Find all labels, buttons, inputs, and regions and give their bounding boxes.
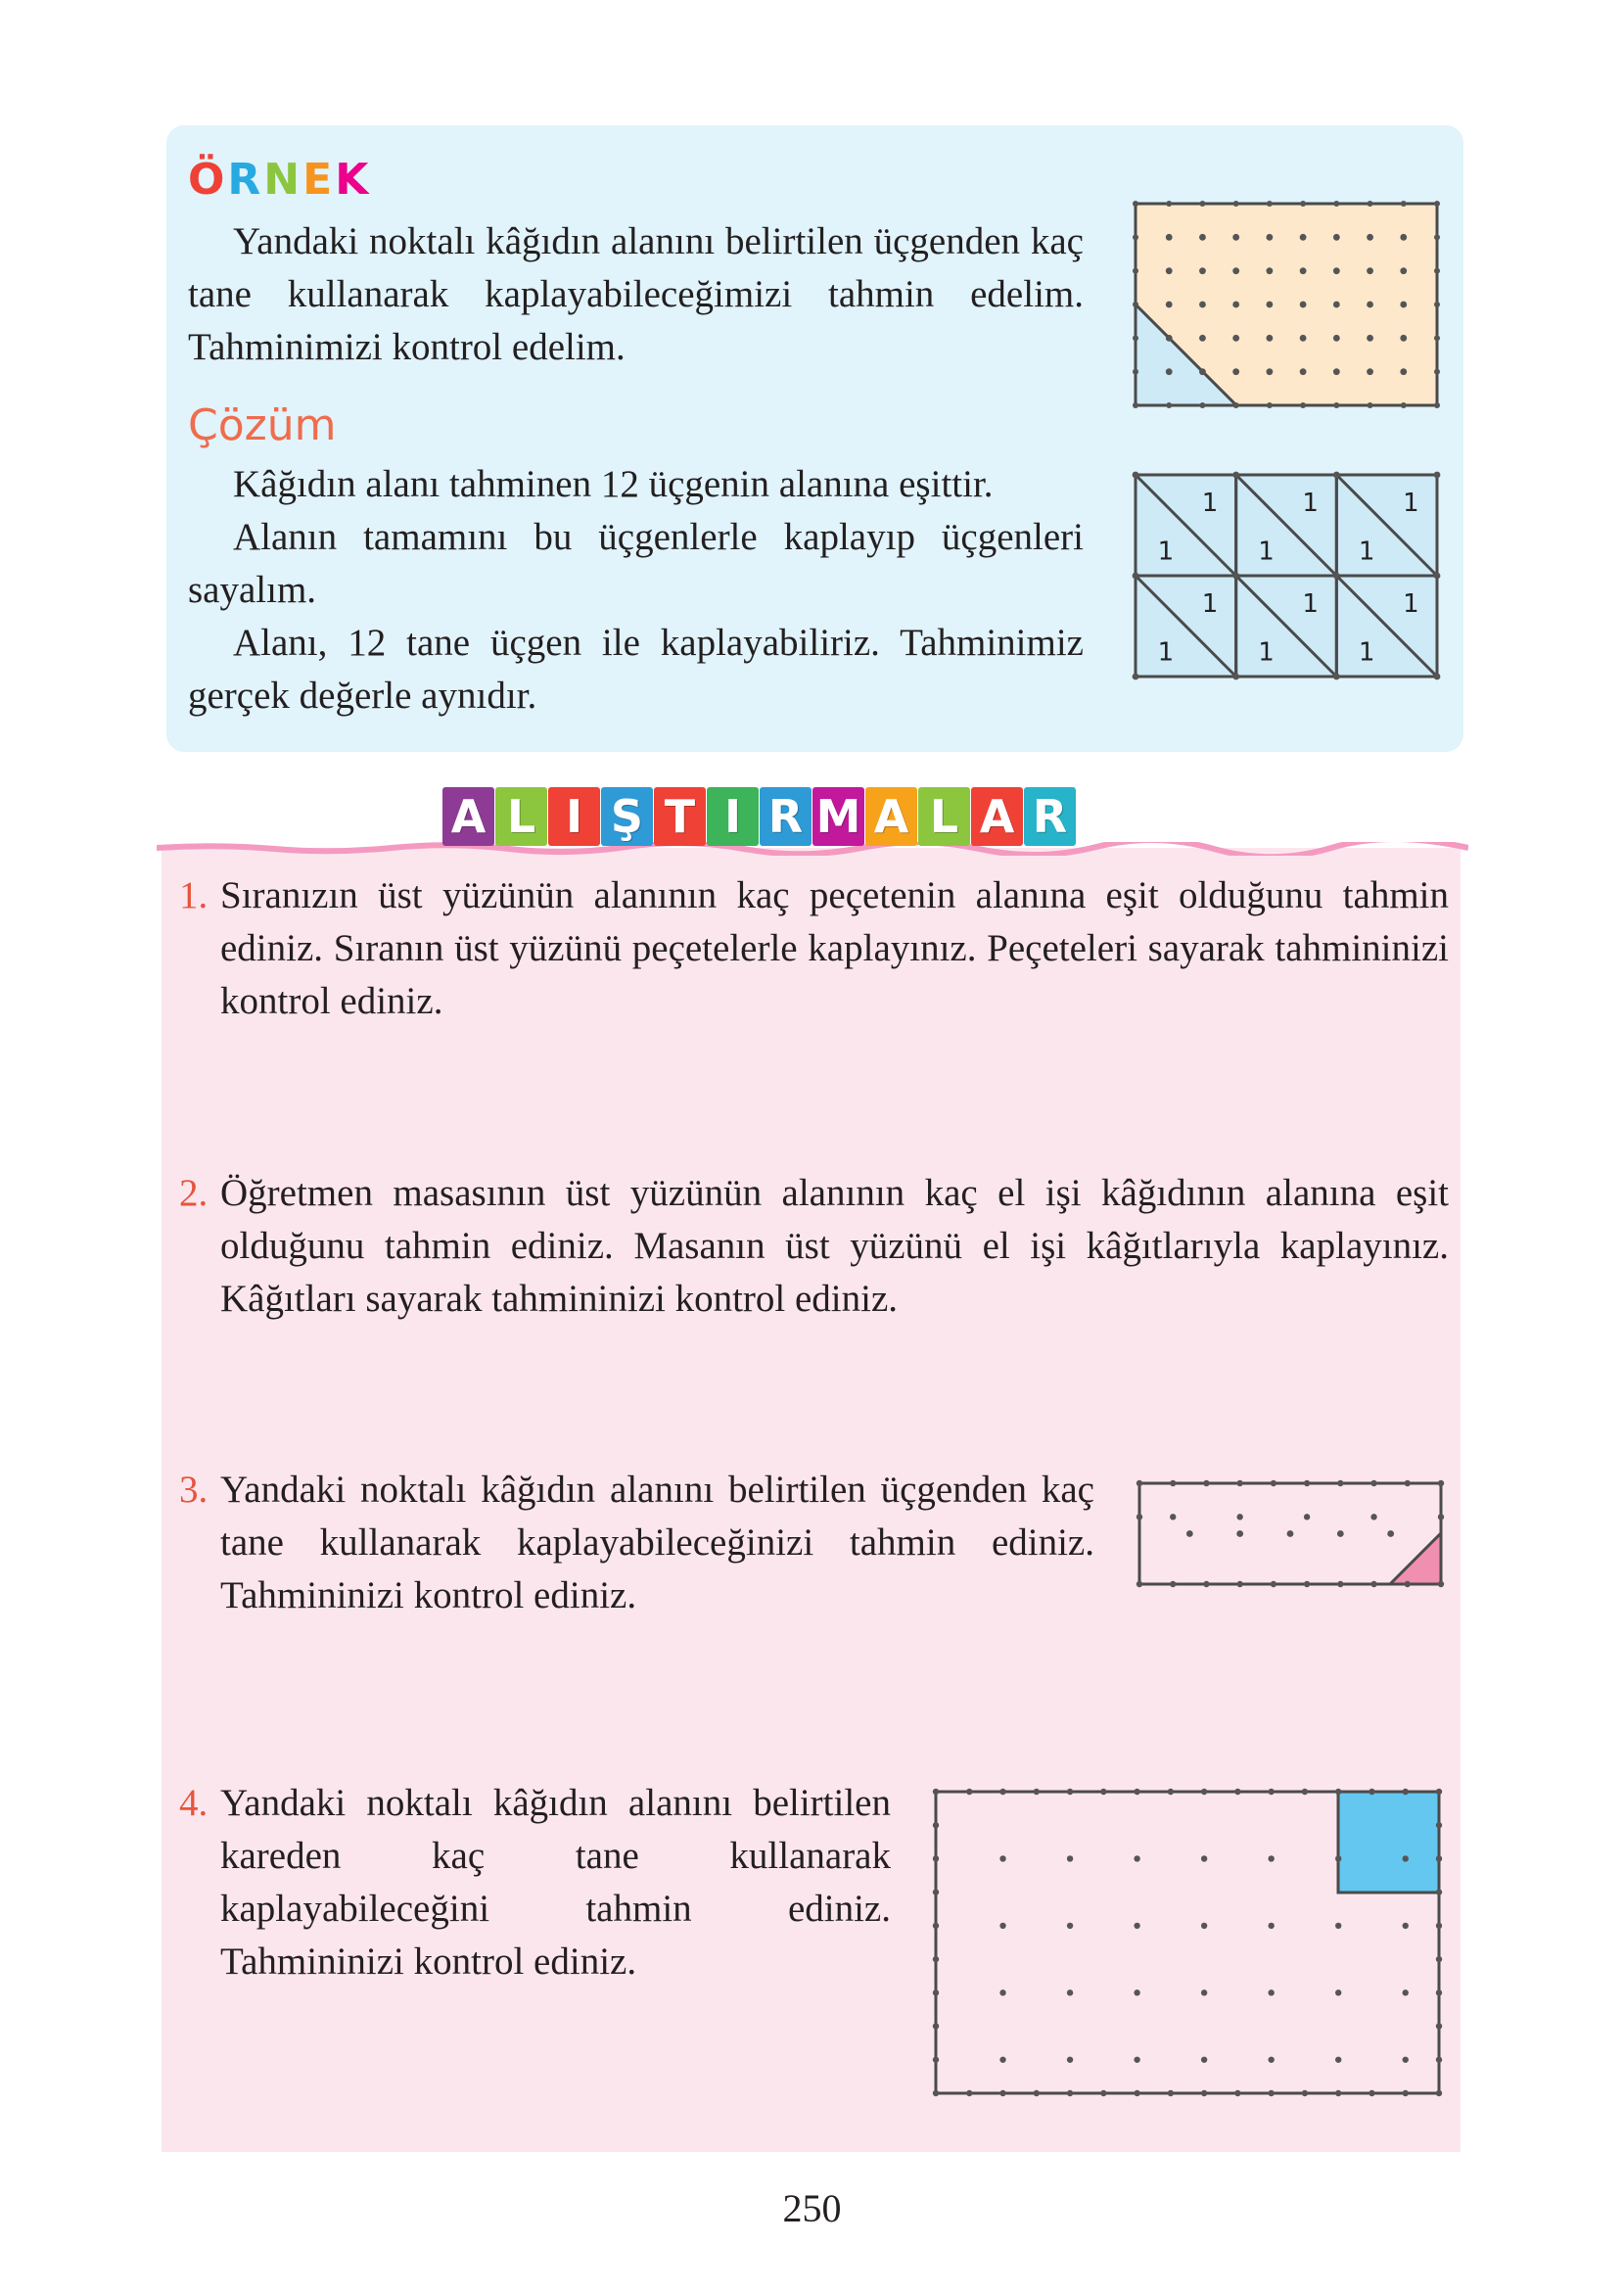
grid-dot [1266, 302, 1273, 308]
grid-dot [1236, 1514, 1242, 1520]
grid-dot [1400, 267, 1407, 274]
grid-dot [933, 2090, 939, 2096]
pink-triangle [1390, 1533, 1441, 1584]
grid-dot [1438, 1480, 1444, 1486]
grid-dot [1335, 1855, 1341, 1861]
banner-letter-tile: L [918, 787, 970, 846]
grid-dot [1199, 335, 1206, 342]
grid-dot [1335, 1989, 1341, 1995]
grid-dot [1133, 302, 1138, 307]
grid-dot [1434, 302, 1440, 307]
grid-dot [1370, 1581, 1376, 1587]
grid-dot [1333, 302, 1340, 308]
grid-dot [1333, 234, 1340, 241]
exercise-text: Yandaki noktalı kâğıdın alanını belirtilen üçgenden kaç tane kullanarak kaplayabileceğinizi tahmin ediniz. Tahmininizi kontrol ediniz. [220, 1469, 1094, 1616]
grid-dot [1201, 2090, 1207, 2096]
grid-dot [1168, 2090, 1174, 2096]
grid-dot [1236, 1480, 1242, 1486]
grid-dot [1400, 234, 1407, 241]
grid-dot [1266, 267, 1273, 274]
grid-dot [1304, 1514, 1310, 1520]
grid-dot [1302, 1789, 1308, 1795]
grid-dot [1267, 402, 1273, 408]
banner-letter-tile: A [865, 787, 917, 846]
grid-dot [1134, 2090, 1139, 2096]
grid-dot [1166, 368, 1173, 375]
grid-dot [1368, 402, 1373, 408]
grid-dot [1434, 402, 1440, 408]
grid-dot [1034, 2090, 1040, 2096]
grid-dot [1434, 674, 1441, 680]
grid-dot [1333, 573, 1340, 580]
banner-letter-tile: R [1024, 787, 1076, 846]
grid-dot [1271, 1581, 1276, 1587]
grid-dot [1403, 1855, 1409, 1861]
grid-dot [933, 1855, 939, 1861]
banner-letter-tile: M [812, 787, 864, 846]
grid-dot [1232, 368, 1239, 375]
grid-dot [1133, 674, 1139, 680]
grid-dot [1370, 1480, 1376, 1486]
triangle-count-label: 1 [1258, 537, 1275, 567]
grid-dot [1300, 335, 1307, 342]
grid-dot [1233, 402, 1239, 408]
grid-dot [1436, 2057, 1442, 2063]
grid-dot [1434, 201, 1440, 207]
grid-dot [1436, 2090, 1442, 2096]
grid-dot [1300, 267, 1307, 274]
grid-dot [1133, 234, 1138, 240]
grid-dot [1133, 201, 1138, 207]
grid-dot [1201, 1855, 1207, 1861]
exercises-banner [442, 787, 1076, 846]
example-title-letter: N [263, 155, 303, 205]
grid-dot [1166, 234, 1173, 241]
triangle-count-label: 1 [1157, 537, 1175, 567]
grid-dot [1232, 335, 1239, 342]
grid-dot [1201, 1923, 1207, 1929]
exercise-number: 4. [179, 1782, 209, 1824]
grid-dot [1335, 1789, 1341, 1795]
grid-dot [1234, 1789, 1240, 1795]
grid-dot [1133, 335, 1138, 341]
banner-letter-tile: I [548, 787, 600, 846]
triangle-count-label: 1 [1403, 589, 1419, 620]
solution-text [188, 458, 1084, 723]
grid-dot [1333, 267, 1340, 274]
grid-dot [1369, 1789, 1374, 1795]
grid-dot [1232, 472, 1239, 479]
example-title-letter: E [302, 155, 336, 205]
grid-dot [1232, 234, 1239, 241]
banner-letter-tile: A [442, 787, 494, 846]
grid-dot [933, 1889, 939, 1894]
grid-dot [1134, 1789, 1139, 1795]
example-title-letter: Ö [188, 155, 228, 205]
grid-dot [933, 1789, 939, 1795]
grid-dot [1199, 402, 1205, 408]
grid-dot [1335, 2090, 1341, 2096]
grid-dot [1438, 1514, 1444, 1520]
exercise-4-dot-paper [930, 1787, 1449, 2100]
grid-dot [1166, 267, 1173, 274]
grid-dot [1300, 201, 1306, 207]
grid-dot [933, 1956, 939, 1962]
grid-dot [1100, 2090, 1106, 2096]
grid-dot [1333, 472, 1340, 479]
solution-paragraph: Kâğıdın alanı tahminen 12 üçgenin alanına eşittir. [233, 463, 994, 505]
grid-dot [1199, 201, 1205, 207]
example-dot-paper [1131, 199, 1444, 414]
solution-paragraph: Alanı, 12 tane üçgen ile kaplayabiliriz. Tahminimiz gerçek değerle aynıdır. [188, 622, 1084, 717]
grid-dot [1436, 1789, 1442, 1795]
grid-dot [1133, 472, 1139, 479]
grid-dot [1400, 335, 1407, 342]
grid-dot [1267, 201, 1273, 207]
grid-dot [1271, 1480, 1276, 1486]
exercise-text: Öğretmen masasının üst yüzünün alanının kaç el işi kâğıdının alanına eşit olduğunu tahmin ediniz. Masanın üst yüzünü el işi kâğıtlarıyla kaplayınız. Kâğıtları sayarak tahmininizi kontrol ediniz. [220, 1172, 1449, 1320]
grid-dot [1268, 1989, 1274, 1995]
grid-dot [1333, 402, 1339, 408]
exercise-text: Yandaki noktalı kâğıdın alanını belirtilen kareden kaç tane kullanarak kaplayabileceğini tahmin ediniz. Tahmininizi kontrol ediniz. [220, 1782, 891, 1983]
grid-dot [1201, 2057, 1207, 2063]
grid-dot [1434, 369, 1440, 375]
example-paragraph: Yandaki noktalı kâğıdın alanını belirtilen üçgenden kaç tane kullanarak kaplayabileceğimizi tahmin edelim. Tahminimizi kontrol edelim. [188, 220, 1084, 368]
grid-dot [1436, 1989, 1442, 1995]
grid-dot [1434, 573, 1441, 580]
grid-dot [1333, 335, 1340, 342]
grid-dot [1436, 1889, 1442, 1894]
grid-dot [1166, 335, 1173, 342]
grid-dot [1400, 368, 1407, 375]
grid-dot [1170, 1581, 1176, 1587]
grid-dot [1134, 1923, 1139, 1929]
exercise-text: Sıranızın üst yüzünün alanının kaç peçetenin alanına eşit olduğunu tahmin ediniz. Sıranın üst yüzünü peçetelerle kaplayınız. Peçeteleri sayarak tahmininizi kontrol ediniz. [220, 874, 1449, 1022]
grid-dot [1400, 302, 1407, 308]
grid-dot [1233, 201, 1239, 207]
grid-dot [1401, 201, 1407, 207]
grid-dot [1067, 1923, 1073, 1929]
grid-dot [1434, 472, 1441, 479]
grid-dot [1403, 2057, 1409, 2063]
grid-dot [1170, 1480, 1176, 1486]
grid-dot [1367, 335, 1373, 342]
grid-dot [1133, 402, 1138, 408]
grid-dot [1232, 573, 1239, 580]
grid-dot [1436, 2023, 1442, 2029]
grid-dot [1168, 1789, 1174, 1795]
grid-dot [1335, 1923, 1341, 1929]
example-text [188, 215, 1084, 374]
exercise-3-dot-paper [1134, 1478, 1447, 1591]
grid-dot [1236, 1581, 1242, 1587]
exercise-number: 1. [179, 874, 209, 916]
grid-dot [1333, 201, 1339, 207]
grid-dot [1166, 201, 1172, 207]
grid-dot [999, 2090, 1005, 2096]
grid-dot [1133, 268, 1138, 274]
solution-title: Çözüm [188, 400, 337, 450]
grid-dot [1268, 2057, 1274, 2063]
grid-dot [1405, 1581, 1411, 1587]
grid-dot [1368, 201, 1373, 207]
grid-dot [1170, 1514, 1176, 1520]
grid-dot [1199, 368, 1206, 375]
triangle-count-label: 1 [1302, 589, 1319, 620]
grid-dot [1436, 1923, 1442, 1929]
solution-paragraph: Alanın tamamını bu üçgenlerle kaplayıp üçgenleri sayalım. [188, 516, 1084, 611]
grid-dot [1434, 268, 1440, 274]
banner-letter-tile: I [707, 787, 759, 846]
grid-dot [1434, 335, 1440, 341]
grid-dot [999, 1855, 1005, 1861]
banner-letter-tile: A [971, 787, 1023, 846]
grid-dot [1067, 2090, 1073, 2096]
example-title-letter: K [335, 155, 372, 205]
grid-dot [1405, 1480, 1411, 1486]
grid-dot [1232, 674, 1239, 680]
grid-dot [1199, 302, 1206, 308]
grid-dot [1403, 2090, 1409, 2096]
grid-dot [933, 2023, 939, 2029]
triangle-count-label: 1 [1358, 537, 1375, 567]
grid-dot [1369, 2090, 1374, 2096]
grid-dot [1333, 674, 1340, 680]
triangle-count-label: 1 [1358, 637, 1375, 668]
grid-dot [1335, 2057, 1341, 2063]
grid-dot [1268, 1923, 1274, 1929]
grid-dot [1134, 1989, 1139, 1995]
grid-dot [999, 1923, 1005, 1929]
grid-dot [1403, 1989, 1409, 1995]
grid-dot [1337, 1530, 1344, 1537]
grid-dot [1266, 335, 1273, 342]
blue-square [1338, 1792, 1439, 1893]
grid-dot [1300, 368, 1307, 375]
grid-dot [999, 1789, 1005, 1795]
grid-dot [1304, 1581, 1310, 1587]
grid-dot [1403, 1923, 1409, 1929]
grid-dot [1067, 2057, 1073, 2063]
grid-dot [1287, 1530, 1294, 1537]
grid-dot [933, 1989, 939, 1995]
banner-letter-tile: L [495, 787, 547, 846]
grid-dot [1166, 302, 1173, 308]
grid-dot [1203, 1480, 1209, 1486]
grid-dot [1367, 302, 1373, 308]
page-number: 250 [782, 2186, 842, 2230]
grid-dot [1137, 1514, 1142, 1520]
grid-dot [1387, 1530, 1394, 1537]
grid-dot [1199, 234, 1206, 241]
grid-dot [1367, 234, 1373, 241]
grid-dot [1266, 368, 1273, 375]
grid-dot [1436, 1855, 1442, 1861]
grid-dot [1268, 1855, 1274, 1861]
triangle-count-label: 1 [1258, 637, 1275, 668]
triangle-count-label: 1 [1201, 589, 1219, 620]
grid-dot [1438, 1581, 1444, 1587]
grid-dot [1201, 1789, 1207, 1795]
grid-dot [1302, 2090, 1308, 2096]
grid-dot [1401, 402, 1407, 408]
grid-dot [1134, 1855, 1139, 1861]
grid-dot [1268, 1789, 1274, 1795]
grid-dot [1186, 1530, 1193, 1537]
grid-dot [999, 1989, 1005, 1995]
grid-dot [1034, 1789, 1040, 1795]
example-box [166, 125, 1463, 752]
grid-dot [1367, 267, 1373, 274]
grid-dot [1434, 234, 1440, 240]
grid-dot [933, 1822, 939, 1828]
banner-letter-tile: R [760, 787, 812, 846]
grid-dot [1266, 234, 1273, 241]
triangle-count-label: 1 [1302, 489, 1319, 519]
triangle-count-label: 1 [1157, 637, 1175, 668]
grid-dot [1067, 1855, 1073, 1861]
grid-dot [1232, 267, 1239, 274]
grid-dot [1300, 302, 1307, 308]
grid-dot [1370, 1514, 1376, 1520]
exercise-number: 3. [179, 1469, 209, 1511]
exercise-number: 2. [179, 1172, 209, 1214]
example-title-letter: R [227, 155, 264, 205]
grid-dot [933, 1923, 939, 1929]
grid-dot [1134, 2057, 1139, 2063]
triangle-count-label: 1 [1403, 489, 1419, 519]
grid-dot [1133, 369, 1138, 375]
grid-dot [966, 2090, 972, 2096]
grid-dot [1337, 1480, 1343, 1486]
grid-dot [1067, 1789, 1073, 1795]
grid-dot [1304, 1480, 1310, 1486]
example-title [188, 155, 372, 205]
grid-dot [1300, 402, 1306, 408]
grid-dot [1232, 302, 1239, 308]
banner-letter-tile: T [654, 787, 706, 846]
grid-dot [999, 2057, 1005, 2063]
grid-dot [1436, 1956, 1442, 1962]
grid-dot [1234, 2090, 1240, 2096]
grid-dot [1137, 1480, 1142, 1486]
solution-triangle-grid [1131, 470, 1444, 685]
grid-dot [1300, 234, 1307, 241]
grid-dot [1403, 1789, 1409, 1795]
grid-dot [1199, 267, 1206, 274]
grid-dot [1367, 368, 1373, 375]
grid-dot [1436, 1822, 1442, 1828]
triangle-count-label: 1 [1201, 489, 1219, 519]
grid-dot [1236, 1530, 1243, 1537]
grid-dot [933, 2057, 939, 2063]
grid-dot [1201, 1989, 1207, 1995]
grid-dot [1166, 402, 1172, 408]
grid-dot [966, 1789, 972, 1795]
grid-dot [1137, 1581, 1142, 1587]
grid-dot [1100, 1789, 1106, 1795]
grid-dot [1067, 1989, 1073, 1995]
grid-dot [1337, 1581, 1343, 1587]
banner-letter-tile: Ş [601, 787, 653, 846]
grid-dot [1203, 1581, 1209, 1587]
grid-dot [1333, 368, 1340, 375]
grid-dot [1133, 573, 1139, 580]
grid-dot [1268, 2090, 1274, 2096]
